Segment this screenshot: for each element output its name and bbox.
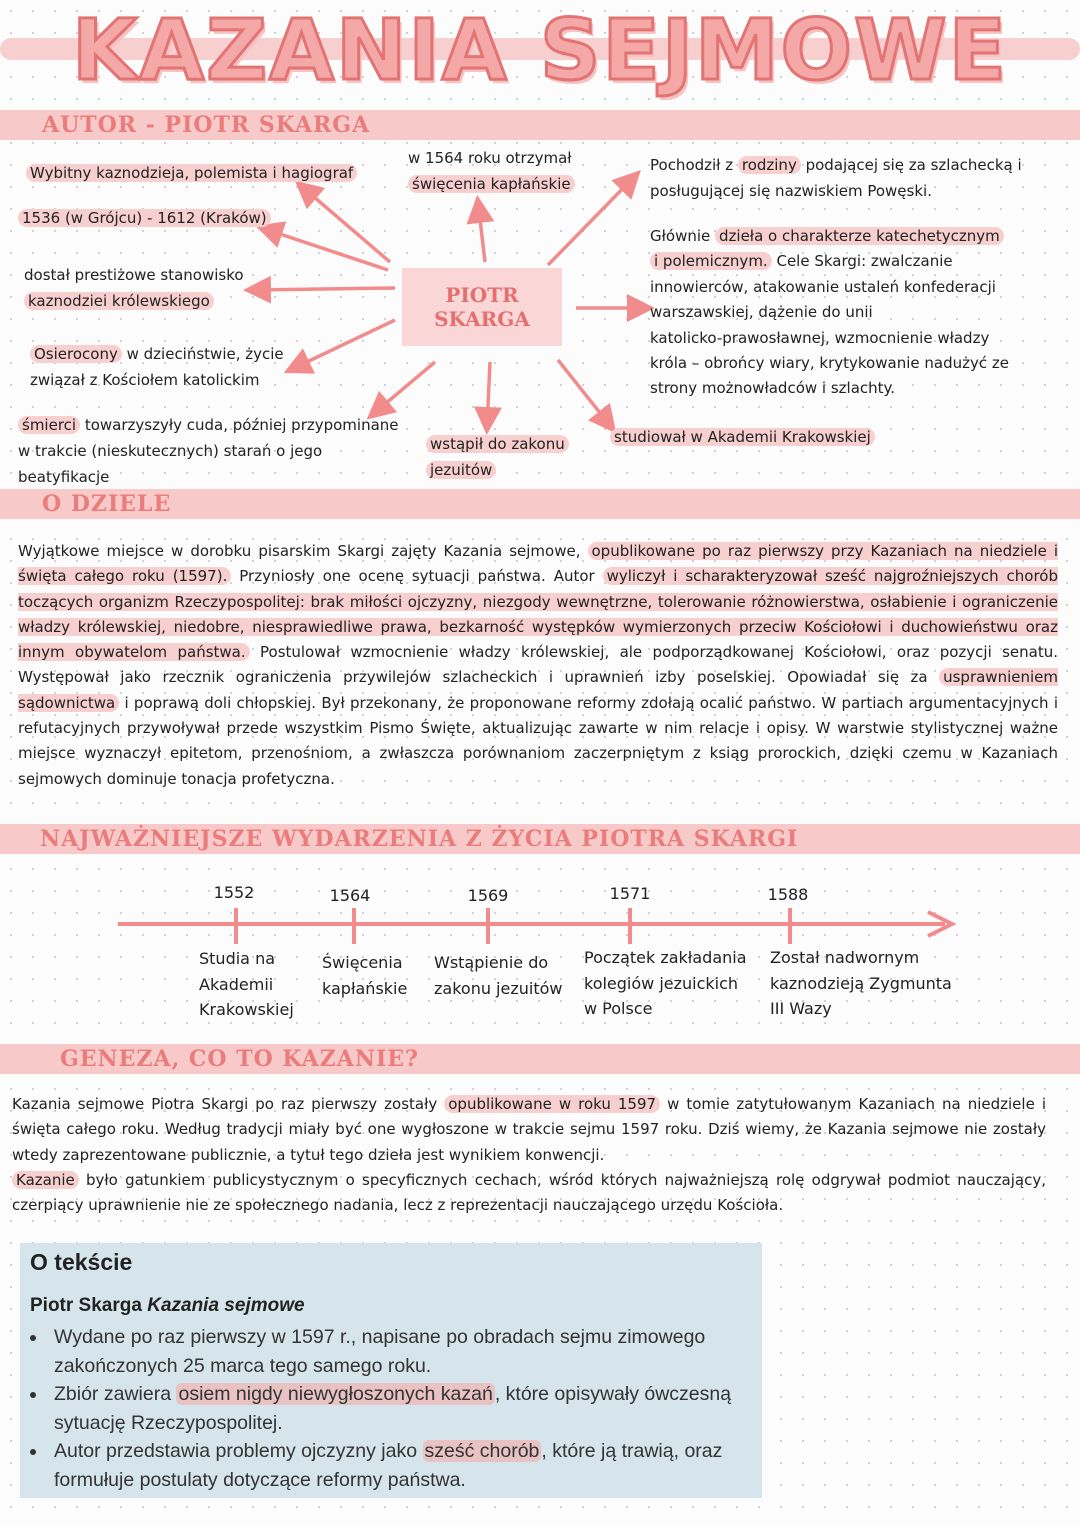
arrow-n1 bbox=[300, 185, 390, 262]
mindmap-node-studies: studiował w Akademii Krakowskiej bbox=[610, 424, 875, 450]
timeline-event: Początek zakładania kolegiów jezuickich w Polsce bbox=[584, 948, 747, 1018]
info-bullet: • Autor przedstawia problemy ojczyzny jako sześć chorób , które ją trawią, oraz formułuje postulaty dotyczące reformy państwa. bbox=[48, 1437, 768, 1494]
mindmap-node-orphan: Osierocony w dzieciństwie, życie związał z Kościołem katolickim bbox=[30, 345, 284, 389]
timeline-event: Święcenia kapłańskie bbox=[322, 953, 408, 998]
section-heading-genesis: GENEZA, CO TO KAZANIE? bbox=[60, 1046, 419, 1072]
info-bullet: • Zbiór zawiera osiem nigdy niewygłoszonych kazań , które opisywały ówczesną sytuację Rzeczypospolitej. bbox=[48, 1380, 768, 1437]
timeline-axis bbox=[0, 900, 1080, 950]
timeline-year: 1571 bbox=[609, 884, 651, 903]
timeline-year: 1588 bbox=[767, 885, 809, 904]
work-paragraph: Wyjątkowe miejsce w dorobku pisarskim Skargi zajęty Kazania sejmowe, opublikowane po raz pierwszy przy Kazaniach na niedziele i święta całego roku (1597). Przyniosły one ocenę sytuacji państwa. Autor wyliczył i scharakteryzował sześć najgroźniejszych chorób toczących organizm Rzeczypospolitej: brak miłości ojczyzny, niezgody wewnętrzne, tolerowanie różnowierstwa, osłabienie i ograniczenie władzy królewskiej, niedobre, niesprawiedliwe prawa, bezkarność występków wymierzonych przeciw Kościołowi i duchowieństwu oraz innym obywatelom państwa. Postulował wzmocnienie władzy królewskiej, ale podporządkowanej Kościołowi, oraz pozycji senatu. Występował jako rzecznik ograniczenia przywilejów szlacheckich i uprawnień izby poselskiej. Opowiadał się za usprawnieniem sądownictwa i poprawą doli chłopskiej. Był przekonany, że proponowane reformy zdołają ocalić państwo. W partiach argumentacyjnych i refutacyjnych przywoływał przede wszystkim Pismo Święte, aktualizując zawarte w nim relacje i opisy. W warstwie stylistycznej ważne miejsce wyznaczył epitetom, przenośniom, a zwłaszcza porównaniom zaczerpniętym z ksiąg prorockich, dzięki czemu w Kazaniach sejmowych dominuje tonacja profetyczna. bbox=[18, 542, 1058, 788]
timeline-year: 1564 bbox=[329, 886, 371, 905]
role-highlight: Wybitny kaznodzieja, polemista i hagiograf bbox=[26, 164, 357, 182]
info-bullet: • Wydane po raz pierwszy w 1597 r., napisane po obradach sejmu zimowego zakończonych 25 marca tego samego roku. bbox=[48, 1323, 768, 1380]
mindmap-node-ordination: w 1564 roku otrzymał święcenia kapłańskie bbox=[408, 145, 575, 197]
mindmap-node-family: Pochodził z rodziny podającej się za szlachecką i posługującej się nazwiskiem Powęski. bbox=[650, 156, 1022, 200]
genesis-paragraph: Kazania sejmowe Piotra Skargi po raz pierwszy zostały opublikowane w roku 1597 w tomie zatytułowanym Kazaniach na niedziele i święta całego roku. Według tradycji miały być one wygłoszone w trakcie sejmu 1597 roku. Dziś wiemy, że Kazania sejmowe nie zostały wtedy zaprezentowane publicznie, a tytuł tego dzieła jest wynikiem konwencji. Kazanie było gatunkiem publicystycznym o specyficznych cechach, wśród których najważniejszą rolę odgrywał podmiot nauczający, czerpiący uprawnienie nie ze społecznego nadania, lecz z reprezentacji nauczającego urzędu Kościoła. bbox=[12, 1095, 1046, 1215]
arrow-n3 bbox=[250, 288, 395, 290]
timeline-event: Wstąpienie do zakonu jezuitów bbox=[434, 953, 563, 998]
arrow-n6 bbox=[478, 202, 485, 262]
arrow-n8 bbox=[558, 360, 612, 428]
lifespan-highlight: 1536 (w Grójcu) - 1612 (Kraków) bbox=[18, 209, 271, 227]
mindmap-node-position: dostał prestiżowe stanowisko kaznodziei królewskiego bbox=[24, 266, 244, 310]
arrow-n4 bbox=[290, 320, 395, 370]
info-box-title: Piotr Skarga Kazania sejmowe bbox=[30, 1295, 305, 1316]
mindmap-node-lifespan bbox=[18, 205, 271, 231]
section-heading-events: NAJWAŻNIEJSZE WYDARZENIA Z ŻYCIA PIOTRA SKARGI bbox=[40, 826, 799, 852]
mindmap-node-death: śmierci towarzyszyły cuda, później przypominane w trakcie (nieskutecznych) starań o jego beatyfikacje bbox=[18, 416, 399, 486]
arrow-n7 bbox=[487, 362, 490, 428]
mindmap-node-works: Głównie dzieła o charakterze katechetycznym i polemicznym. Cele Skargi: zwalczanie innowierców, atakowanie ustaleń konfederacji warszawskiej, dążenie do unii katolicko-prawosławnej, wzmocnienie władzy króla – obrońcy wiary, krytykowanie nadużyć ze strony możnowładców i szlachty. bbox=[650, 227, 1009, 398]
info-box-list bbox=[30, 1323, 768, 1494]
section-heading-author: AUTOR - PIOTR SKARGA bbox=[42, 112, 371, 138]
page-title: KAZANIA SEJMOWE bbox=[72, 1, 1008, 99]
timeline-event: Został nadwornym kaznodzieją Zygmunta III Wazy bbox=[770, 948, 952, 1018]
section-heading-work: O DZIELE bbox=[42, 491, 172, 517]
info-box-heading: O tekście bbox=[30, 1249, 133, 1275]
mindmap-center: PIOTR SKARGA bbox=[402, 268, 562, 346]
timeline-year: 1552 bbox=[213, 883, 255, 902]
arrow-n5 bbox=[372, 362, 435, 415]
mindmap-node-role bbox=[26, 160, 357, 186]
timeline-event: Studia na Akademii Krakowskiej bbox=[199, 949, 294, 1019]
timeline-year: 1569 bbox=[467, 886, 509, 905]
text-info-box bbox=[20, 1243, 762, 1498]
arrow-n2 bbox=[262, 228, 388, 270]
mindmap-node-jesuits: wstąpił do zakonu jezuitów bbox=[426, 431, 569, 483]
